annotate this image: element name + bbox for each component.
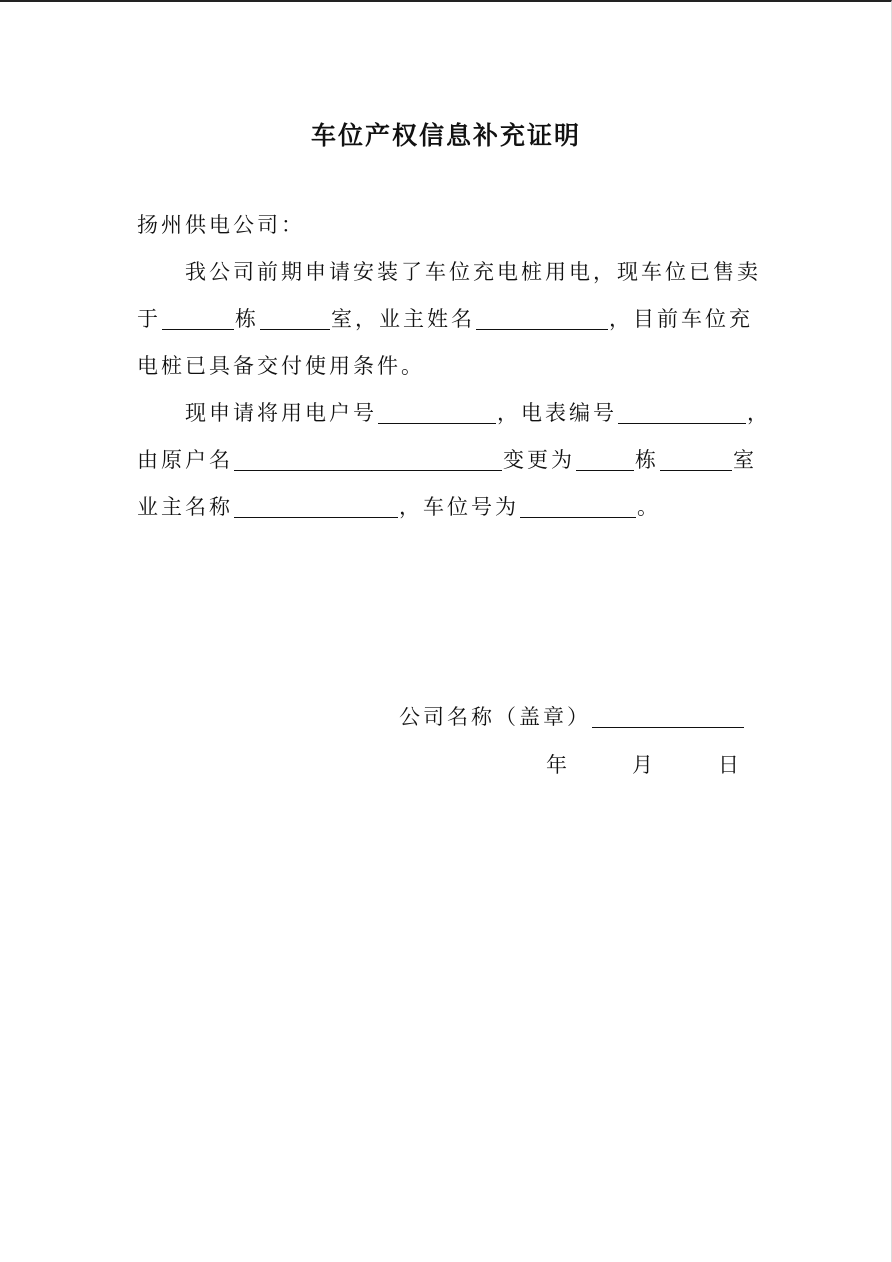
- company-name-label: 公司名称（盖章）: [399, 705, 591, 729]
- para2-line2-text-b: 变更为: [503, 448, 575, 472]
- blank-owner-name[interactable]: [476, 305, 608, 330]
- para2-line1-text-a: 现申请将用电户号: [185, 401, 377, 425]
- para1-line2-text-d: ，目前车位充: [609, 307, 753, 331]
- blank-building-number[interactable]: [162, 305, 234, 330]
- para2-line1-text-c: ，: [747, 401, 771, 425]
- para2-line2: [137, 445, 757, 475]
- blank-account-number[interactable]: [378, 399, 496, 424]
- date-day-label: 日: [718, 753, 739, 777]
- date-year-label: 年: [546, 753, 567, 777]
- para2-line2-text-a: 由原户名: [137, 448, 233, 472]
- blank-parking-number[interactable]: [520, 493, 636, 518]
- para2-line2-text-c: 栋: [635, 448, 659, 472]
- blank-owner-title[interactable]: [234, 493, 398, 518]
- para1-line1: 我公司前期申请安装了车位充电桩用电，现车位已售卖: [185, 260, 761, 284]
- blank-new-building[interactable]: [576, 446, 634, 471]
- para2-line3-text-b: ，车位号为: [399, 495, 519, 519]
- para1-line2: [137, 304, 753, 334]
- blank-company-name[interactable]: [592, 703, 744, 728]
- blank-meter-number[interactable]: [618, 399, 746, 424]
- para2-line2-text-d: 室: [733, 448, 757, 472]
- para1-line2-text-c: 室，业主姓名: [331, 307, 475, 331]
- para2-line3-text-a: 业主名称: [137, 495, 233, 519]
- para2-line3: [137, 492, 661, 522]
- para2-line3-text-c: 。: [637, 495, 661, 519]
- para1-line3: 电桩已具备交付使用条件。: [137, 354, 425, 378]
- date-month-label: 月: [632, 753, 653, 777]
- page-title: 车位产权信息补充证明: [310, 121, 581, 150]
- para1-line2-text-a: 于: [137, 307, 161, 331]
- blank-room-number[interactable]: [260, 305, 330, 330]
- signature-company: [399, 702, 745, 732]
- blank-new-room[interactable]: [660, 446, 732, 471]
- blank-original-account-name[interactable]: [234, 446, 502, 471]
- para2-line1: [185, 398, 771, 428]
- para2-line1-text-b: ，电表编号: [497, 401, 617, 425]
- para1-line2-text-b: 栋: [235, 307, 259, 331]
- salutation: 扬州供电公司：: [137, 213, 305, 237]
